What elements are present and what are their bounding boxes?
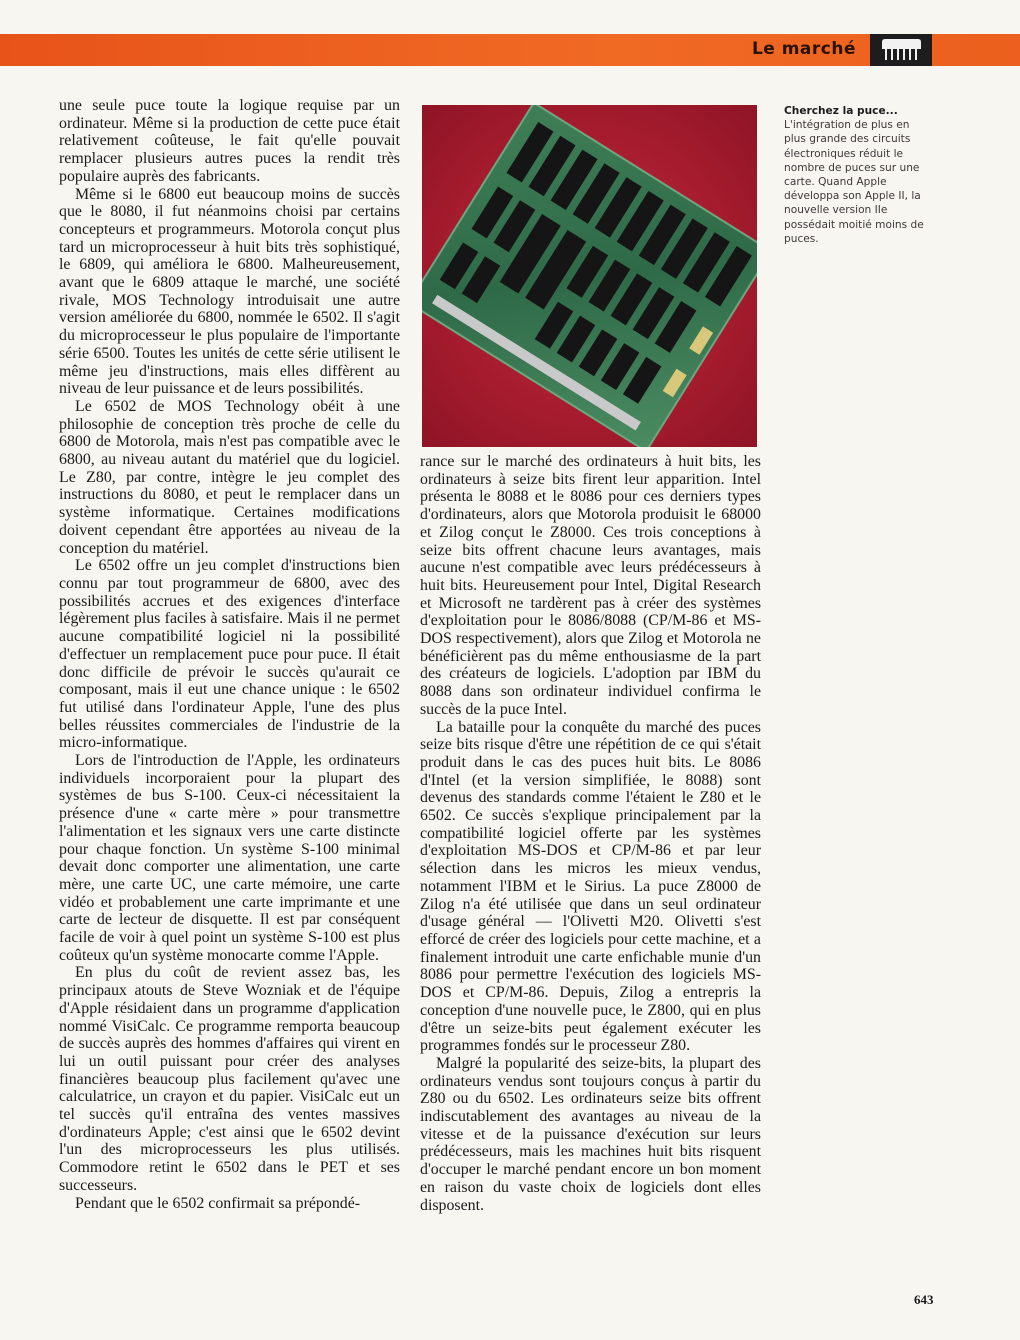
photo-caption xyxy=(784,104,934,246)
paragraph: La bataille pour la conquête du marché des puces seize bits risque d'être une répétition de ce qui s'était produit dans le cas des puces huit bits. Le 8086 d'Intel (et la version simplifiée, le 8088) sont devenus des standards comme l'étaient le Z80 et le 6502. Ce succès s'explique principalement par la compatibilité logiciel offerte par les systèmes d'exploitation MS-DOS et CP/M-86 et par leur sélection dans les micros les mieux vendus, notamment l'IBM et le Sirius. La puce Z8000 de Zilog n'a été utilisée que dans un seul ordinateur d'usage général — l'Olivetti M20. Olivetti s'est efforcé de créer des logiciels pour cette machine, et a finalement introduit une carte enfichable munie d'un 8086 pour permettre l'exécution des logiciels MS-DOS et CP/M-86. Depuis, Zilog a entrepris la conception d'une nouvelle puce, le Z800, qui en plus d'être un seize-bits peut également exécuter les programmes fondés sur le processeur Z80. xyxy=(420,718,761,1055)
text-column-left xyxy=(59,97,400,1212)
chip-icon xyxy=(870,34,932,66)
paragraph: une seule puce toute la logique requise par un ordinateur. Même si la production de cette puce était relativement coûteuse, le fait qu'elle pouvait remplacer plusieurs autres puces la rendit très populaire auprès des fabricants. xyxy=(59,97,400,185)
paragraph: rance sur le marché des ordinateurs à huit bits, les ordinateurs à seize bits firent leur apparition. Intel présenta le 8088 et le 8086 pour ces derniers types d'ordinateurs, alors que Motorola produisit le 68000 et Zilog conçut le Z8000. Ces trois conceptions à seize bits offrent chacune leurs avantages, mais aucune n'est compatible avec leurs prédécesseurs à huit bits. Heureusement pour Intel, Digital Research et Microsoft ne tardèrent pas à créer des systèmes d'exploitation pour le 8086/8088 (CP/M-86 et MS-DOS respectivement), alors que Zilog et Motorola ne bénéficièrent pas du même enthousiasme de la part des créateurs de logiciels. L'adoption par IBM du 8088 dans son ordinateur individuel confirma le succès de la puce Intel. xyxy=(420,453,761,718)
circuit-board-photo xyxy=(422,105,757,447)
paragraph: Même si le 6800 eut beaucoup moins de succès que le 8080, il fut néanmoins choisi par certains concepteurs et programmeurs. Motorola conçut plus tard un microprocesseur à huit bits très sophistiqué, le 6809, qui améliora le 6800. Malheureusement, avant que le 6809 attaque le marché, une société rivale, MOS Technology introduisait une autre version améliorée du 6800, nommée le 6502. Il s'agit du microprocesseur le plus populaire de l'importante série 6500. Toutes les unités de cette série utilisent le même jeu d'instructions, mais elles diffèrent au niveau de leur puissance et de leurs possibilités. xyxy=(59,185,400,398)
paragraph: Pendant que le 6502 confirmait sa prépondé- xyxy=(75,1194,361,1212)
section-title: Le marché xyxy=(751,39,856,59)
caption-text: L'intégration de plus en plus grande des circuits électroniques réduit le nombre de puces sur une carte. Quand Apple développa son Apple II, la nouvelle version IIe possédait moitié moins de puces. xyxy=(784,119,924,245)
section-header-bar xyxy=(0,34,1020,66)
page-number: 643 xyxy=(914,1292,934,1307)
paragraph: Lors de l'introduction de l'Apple, les ordinateurs individuels incorporaient pour la plupart des systèmes de bus S-100. Ceux-ci nécessitaient la présence d'une « carte mère » pour transmettre l'alimentation et les signaux vers une carte distincte pour chaque fonction. Un système S-100 minimal devait donc comporter une alimentation, une carte mère, une carte UC, une carte mémoire, une carte vidéo et probablement une carte imprimante et une carte de lecteur de disquette. Il est par conséquent facile de voir à quel point un système S-100 est plus coûteux qu'un système monocarte comme l'Apple. xyxy=(59,752,400,964)
paragraph: Le 6502 offre un jeu complet d'instructions bien connu par tout programmeur de 6800, avec des possibilités accrues et des exigences d'interface légèrement plus faciles à satisfaire. Mais il ne permet aucune compatibilité logiciel ni la possibilité d'effectuer un remplacement puce pour puce. Il était donc difficile de prévoir le succès qu'aurait ce composant, mais il eut une chance unique : le 6502 fut utilisé dans l'ordinateur Apple, l'une des plus belles réussites commerciales de l'industrie de la micro-informatique. xyxy=(59,557,400,752)
paragraph: Malgré la popularité des seize-bits, la plupart des ordinateurs vendus sont toujours conçus à partir du Z80 ou du 6502. Les ordinateurs seize bits offrent indiscutablement des avantages au niveau de la vitesse et de la puissance d'exécution sur leurs prédécesseurs, mais les machines huit bits risquent d'occuper le marché pendant encore un bon moment en raison du vaste choix de logiciels dont elles disposent. xyxy=(420,1054,761,1214)
text-column-right xyxy=(420,453,761,1214)
paragraph: Le 6502 de MOS Technology obéit à une philosophie de conception très proche de celle du 6800 de Motorola, mais n'est pas compatible avec le 6800, au niveau autant du matériel que du logiciel. Le Z80, par contre, intègre le jeu complet des instructions du 8080, et peut le remplacer dans un système informatique. Certaines modifications doivent cependant être apportées au niveau de la conception du matériel. xyxy=(59,397,400,557)
paragraph: En plus du coût de revient assez bas, les principaux atouts de Steve Wozniak et de l'équipe d'Apple résidaient dans un programme d'application nommé VisiCalc. Ce programme remporta beaucoup de succès auprès des hommes d'affaires qui virent en lui un outil puissant pour créer des analyses financières beaucoup plus facilement qu'avec une calculatrice, un crayon et du papier. VisiCalc eut un tel succès qu'il entraîna des ventes massives d'ordinateurs Apple; c'est ainsi que le 6502 devint l'un des microprocesseurs les plus utilisés. Commodore retint le 6502 dans le PET et ses successeurs. xyxy=(59,964,400,1194)
caption-title: Cherchez la puce... xyxy=(784,105,898,117)
